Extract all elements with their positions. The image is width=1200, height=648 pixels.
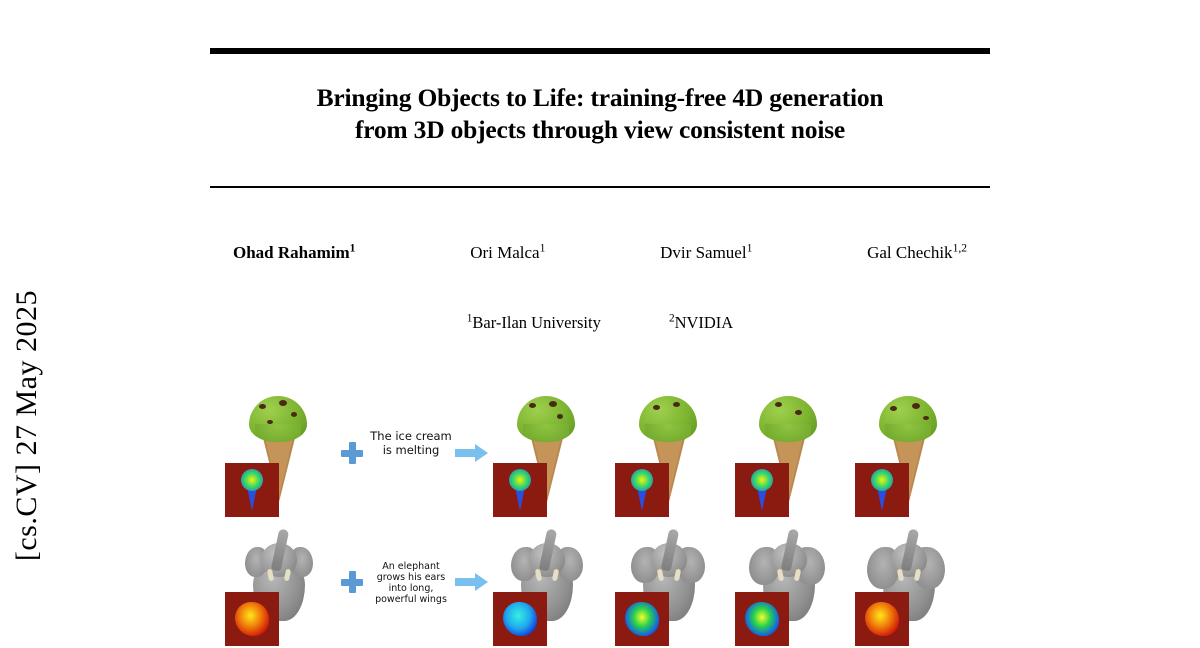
- prompt-cell-ice-cream: [368, 390, 454, 519]
- prompt-text: The ice cream is melting: [370, 429, 452, 457]
- chocolate-chip-icon: [795, 410, 802, 415]
- page-title-line2: from 3D objects through view consistent noise: [354, 115, 846, 144]
- chocolate-chip-icon: [259, 404, 266, 409]
- result-frame-3-elephant: [733, 519, 843, 648]
- affiliation-1: [467, 313, 601, 332]
- author-3-name: Dvir Samuel: [660, 243, 747, 262]
- heatmap-elephant: [503, 602, 537, 636]
- plus-operator-ice-cream: [341, 390, 365, 519]
- scoop-shape: [759, 396, 817, 442]
- affiliation-1-name: Bar-Ilan University: [472, 313, 601, 332]
- heatmap-thumbnail: [615, 463, 669, 517]
- author-2-affil-marker: 1: [539, 241, 546, 255]
- prompt-cell-elephant: [368, 519, 454, 648]
- author-4-affil-marker: 1,2: [952, 241, 967, 255]
- source-object-elephant: [223, 519, 333, 648]
- author-4: [867, 243, 967, 263]
- heatmap-scoop: [509, 469, 531, 491]
- author-1-affil-marker: 1: [349, 241, 356, 255]
- affiliation-2-marker: 2: [668, 312, 675, 325]
- heatmap-thumbnail: [225, 592, 279, 646]
- chocolate-chip-icon: [291, 412, 297, 417]
- author-3-affil-marker: 1: [746, 241, 753, 255]
- chocolate-chip-icon: [653, 405, 660, 410]
- prompt-text: An elephant grows his ears into long, powerful wings: [375, 561, 447, 605]
- result-frame-2-elephant: [613, 519, 723, 648]
- chocolate-chip-icon: [890, 406, 897, 411]
- result-frame-3-ice-cream: [733, 390, 843, 519]
- heatmap-thumbnail: [855, 592, 909, 646]
- chocolate-chip-icon: [775, 402, 782, 407]
- result-frame-4-elephant: [853, 519, 963, 648]
- heatmap-thumbnail: [493, 592, 547, 646]
- author-1-name: Ohad Rahamim: [233, 243, 350, 262]
- horizontal-rule-top: [210, 48, 990, 54]
- arrow-cell-elephant: [455, 519, 489, 648]
- plus-icon: [341, 571, 363, 593]
- heatmap-scoop: [751, 469, 773, 491]
- result-frame-1-elephant: [491, 519, 601, 648]
- page-title-line1: Bringing Objects to Life: training-free 4D generation: [316, 83, 884, 112]
- scoop-shape: [517, 396, 575, 442]
- chocolate-chip-icon: [279, 400, 287, 406]
- heatmap-elephant: [745, 602, 779, 636]
- scoop-shape: [639, 396, 697, 442]
- affiliation-2: [669, 313, 733, 332]
- author-4-name: Gal Chechik: [867, 243, 953, 262]
- heatmap-scoop: [871, 469, 893, 491]
- result-frame-2-ice-cream: [613, 390, 723, 519]
- author-3: [660, 243, 752, 263]
- arrow-cell-ice-cream: [455, 390, 489, 519]
- teaser-figure: [223, 390, 983, 648]
- source-object-ice-cream: [223, 390, 333, 519]
- figure-row-ice-cream: [223, 390, 983, 519]
- chocolate-chip-icon: [267, 420, 273, 424]
- heatmap-thumbnail: [615, 592, 669, 646]
- result-frame-1-ice-cream: [491, 390, 601, 519]
- paper-sheet: [205, 0, 995, 648]
- horizontal-rule-mid: [210, 186, 990, 188]
- chocolate-chip-icon: [529, 403, 536, 408]
- chocolate-chip-icon: [923, 416, 929, 420]
- scoop-shape: [249, 396, 307, 442]
- plus-icon: [341, 442, 363, 464]
- heatmap-thumbnail: [855, 463, 909, 517]
- page-title: [205, 82, 995, 146]
- arxiv-stamp: [cs.CV] 27 May 2025: [10, 290, 43, 562]
- heatmap-scoop: [631, 469, 653, 491]
- scoop-shape: [879, 396, 937, 442]
- author-2-name: Ori Malca: [470, 243, 540, 262]
- plus-operator-elephant: [341, 519, 365, 648]
- heatmap-elephant: [625, 602, 659, 636]
- chocolate-chip-icon: [673, 402, 680, 407]
- heatmap-thumbnail: [493, 463, 547, 517]
- chocolate-chip-icon: [912, 403, 920, 409]
- author-list: [205, 243, 995, 263]
- heatmap-elephant: [865, 602, 899, 636]
- right-arrow-icon: [455, 573, 489, 591]
- heatmap-thumbnail: [735, 463, 789, 517]
- affiliation-list: [205, 313, 995, 333]
- heatmap-thumbnail: [735, 592, 789, 646]
- right-arrow-icon: [455, 444, 489, 462]
- affiliation-1-marker: 1: [466, 312, 473, 325]
- heatmap-elephant: [235, 602, 269, 636]
- affiliation-2-name: NVIDIA: [674, 313, 734, 332]
- chocolate-chip-icon: [557, 414, 563, 419]
- author-1: [233, 243, 355, 263]
- result-frame-4-ice-cream: [853, 390, 963, 519]
- chocolate-chip-icon: [549, 401, 557, 407]
- figure-row-elephant: [223, 519, 983, 648]
- heatmap-scoop: [241, 469, 263, 491]
- heatmap-thumbnail: [225, 463, 279, 517]
- author-2: [470, 243, 545, 263]
